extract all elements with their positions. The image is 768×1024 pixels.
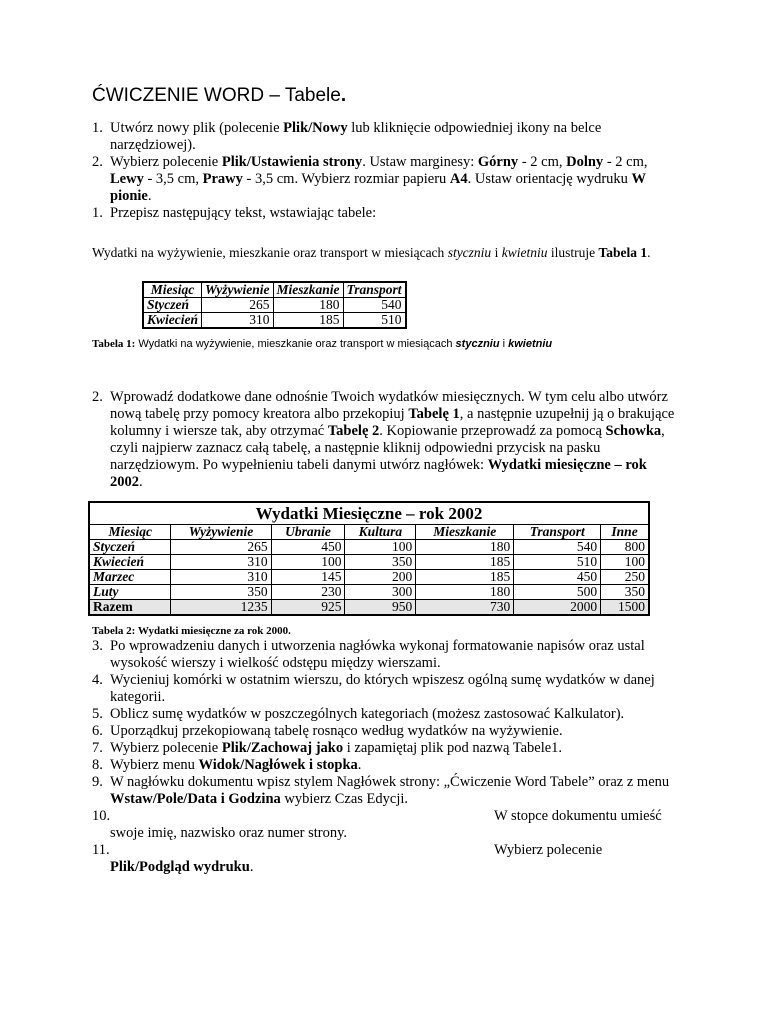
table-cell: 500 [514, 585, 601, 600]
total-cell: 950 [345, 600, 416, 616]
table-total-row [89, 600, 649, 616]
list-item: 1. Utwórz nowy plik (polecenie Plik/Nowy lub kliknięcie odpowiedniej ikony na belce narzędziowej). [92, 120, 602, 153]
table-cell: 350 [171, 585, 271, 600]
table-header-cell: Ubranie [271, 525, 345, 540]
table-header-cell: Kultura [345, 525, 416, 540]
list-item: 3. Po wprowadzeniu danych i utworzenia nagłówka wykonaj formatowanie napisów oraz ustal wysokość wierszy i wielkość odstępu między wierszami. [92, 638, 645, 671]
total-cell: 2000 [514, 600, 601, 616]
table-cell: 100 [601, 555, 649, 570]
table-2-header-row [89, 525, 649, 540]
list-item: 9. W nagłówku dokumentu wpisz stylem Nagłówek strony: „Ćwiczenie Word Tabele” oraz z menu Wstaw/Pole/Data i Godzina wybierz Czas Edycji. [92, 774, 670, 807]
table-row [89, 585, 649, 600]
table-row [143, 313, 406, 329]
table-1-caption: Tabela 1: Wydatki na wyżywienie, mieszkanie oraz transport w miesiącach styczniu i kwietniu [92, 338, 553, 350]
table-2 [88, 501, 650, 616]
table-cell: 100 [345, 540, 416, 555]
table-2-caption: Tabela 2: Wydatki miesięczne za rok 2000. [92, 625, 291, 637]
table-cell: 310 [171, 555, 271, 570]
table-1-header-row [143, 282, 406, 298]
step-10: 10. W stopce dokumentu umieść swoje imię, nazwisko oraz numer strony. [92, 808, 662, 841]
table-cell: 450 [271, 540, 345, 555]
total-cell: 730 [416, 600, 514, 616]
list-item: 2. Wybierz polecenie Plik/Ustawienia strony. Ustaw marginesy: Górny - 2 cm, Dolny - 2 cm, Lewy - 3,5 cm, Prawy - 3,5 cm. Wybierz rozmiar papieru A4. Ustaw orientację wydruku W pionie. [92, 154, 648, 204]
table-cell: 100 [271, 555, 345, 570]
table-header-cell: Inne [601, 525, 649, 540]
row-label: Styczeń [89, 540, 171, 555]
table-cell: 540 [514, 540, 601, 555]
table-header-cell: Miesiąc [143, 282, 202, 298]
table-cell: 350 [601, 585, 649, 600]
table-cell: 310 [202, 313, 274, 329]
table-row [89, 540, 649, 555]
list-item: 4. Wycieniuj komórki w ostatnim wierszu, do których wpiszesz ogólną sumę wydatków w danej kategorii. [92, 672, 655, 705]
table-row [143, 298, 406, 313]
row-label: Luty [89, 585, 171, 600]
row-label: Marzec [89, 570, 171, 585]
total-cell: 1235 [171, 600, 271, 616]
steps-list-a [92, 120, 676, 222]
row-label: Styczeń [143, 298, 202, 313]
table-header-cell: Wyżywienie [202, 282, 274, 298]
table-cell: 145 [271, 570, 345, 585]
row-label: Kwiecień [143, 313, 202, 329]
table-cell: 180 [273, 298, 343, 313]
list-item: 7. Wybierz polecenie Plik/Zachowaj jako i zapamiętaj plik pod nazwą Tabele1. [92, 740, 563, 756]
table-2-title: Wydatki Miesięczne – rok 2002 [89, 502, 649, 525]
table-1 [142, 281, 407, 329]
table-cell: 180 [416, 585, 514, 600]
list-item: 2. Wprowadź dodatkowe dane odnośnie Twoich wydatków miesięcznych. W tym celu albo utwórz nową tabelę przy pomocy kreatora albo przekopiuj Tabelę 1, a następnie uzupełnij ją o brakujące kolumny i wiersze tak, aby otrzymać Tabelę 2. Kopiowanie przeprowadź za pomocą Schowka, czyli najpierw zaznacz całą tabelę, a następnie kliknij odpowiedni przycisk na pasku narzędziowym. Po wypełnieniu tabeli danymi utwórz nagłówek: Wydatki miesięczne – rok 2002. [92, 389, 675, 490]
row-label: Kwiecień [89, 555, 171, 570]
table-header-cell: Wyżywienie [171, 525, 271, 540]
table-cell: 510 [514, 555, 601, 570]
table-cell: 230 [271, 585, 345, 600]
list-item: 5. Oblicz sumę wydatków w poszczególnych kategoriach (możesz zastosować Kalkulator). [92, 706, 625, 722]
table-cell: 540 [343, 298, 406, 313]
table-cell: 300 [345, 585, 416, 600]
table-cell: 510 [343, 313, 406, 329]
list-item: 6. Uporządkuj przekopiowaną tabelę rosnąco według wydatków na wyżywienie. [92, 723, 563, 739]
list-item: 1. Przepisz następujący tekst, wstawiając tabele: [92, 205, 377, 221]
table-row [89, 570, 649, 585]
step-11: 11. Wybierz polecenie Plik/Podgląd wydruku. [92, 842, 603, 875]
table-cell: 310 [171, 570, 271, 585]
table-cell: 265 [202, 298, 274, 313]
table-row [89, 555, 649, 570]
total-cell: 1500 [601, 600, 649, 616]
total-label: Razem [89, 600, 171, 616]
steps-list-c [92, 638, 676, 808]
table-header-cell: Mieszkanie [416, 525, 514, 540]
table-cell: 200 [345, 570, 416, 585]
list-item: 8. Wybierz menu Widok/Nagłówek i stopka. [92, 757, 362, 773]
steps-list-b [92, 389, 676, 491]
document-page [92, 84, 676, 876]
table-cell: 180 [416, 540, 514, 555]
table-header-cell: Transport [514, 525, 601, 540]
table-cell: 450 [514, 570, 601, 585]
table-header-cell: Mieszkanie [273, 282, 343, 298]
table-cell: 800 [601, 540, 649, 555]
intro-paragraph: Wydatki na wyżywienie, mieszkanie oraz transport w miesiącach styczniu i kwietniu ilustruje Tabela 1. [92, 245, 651, 260]
table-cell: 185 [416, 570, 514, 585]
table-cell: 350 [345, 555, 416, 570]
table-cell: 185 [416, 555, 514, 570]
total-cell: 925 [271, 600, 345, 616]
page-title: ĆWICZENIE WORD – Tabele. [92, 85, 347, 106]
table-header-cell: Transport [343, 282, 406, 298]
table-cell: 250 [601, 570, 649, 585]
table-cell: 265 [171, 540, 271, 555]
table-cell: 185 [273, 313, 343, 329]
table-header-cell: Miesiąc [89, 525, 171, 540]
